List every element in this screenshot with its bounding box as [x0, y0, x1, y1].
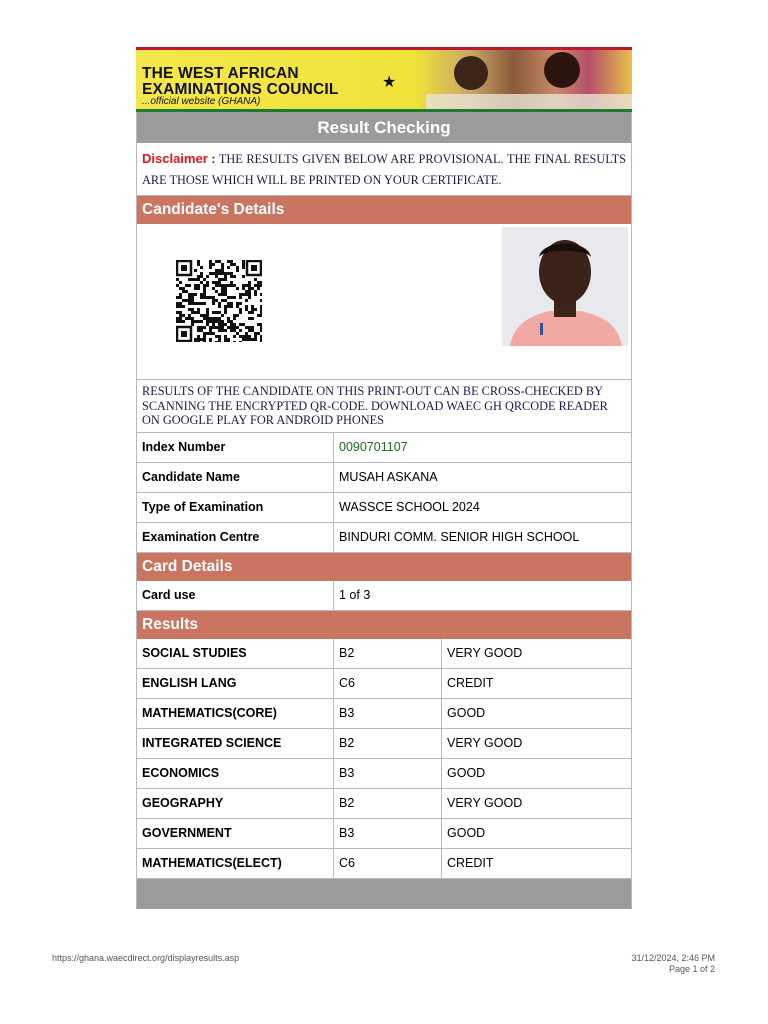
table-row: [137, 848, 631, 878]
banner-title-line2: EXAMINATIONS COUNCIL: [142, 81, 339, 98]
disclaimer: [137, 143, 631, 196]
disclaimer-colon: :: [211, 152, 216, 166]
subject-remark: CREDIT: [442, 848, 632, 878]
subject-name: INTEGRATED SCIENCE: [137, 728, 334, 758]
subject-remark: VERY GOOD: [442, 788, 632, 818]
subject-remark: GOOD: [442, 818, 632, 848]
star-icon: ★: [382, 74, 397, 91]
banner-subtitle: ...official website (GHANA): [142, 96, 261, 107]
candidate-name-label: Candidate Name: [137, 462, 334, 492]
subject-name: GOVERNMENT: [137, 818, 334, 848]
footer-page-number: Page 1 of 2: [668, 964, 715, 974]
subject-remark: GOOD: [442, 698, 632, 728]
subject-grade: C6: [334, 848, 442, 878]
table-row: [137, 818, 631, 848]
subject-name: SOCIAL STUDIES: [137, 639, 334, 669]
exam-type-label: Type of Examination: [137, 492, 334, 522]
card-use-label: Card use: [137, 581, 334, 611]
subject-name: GEOGRAPHY: [137, 788, 334, 818]
subject-name: MATHEMATICS(CORE): [137, 698, 334, 728]
table-row: [137, 522, 631, 552]
subject-name: ENGLISH LANG: [137, 668, 334, 698]
subject-grade: C6: [334, 668, 442, 698]
table-row: [137, 581, 631, 611]
index-number-value: 0090701107: [334, 433, 632, 463]
subject-remark: CREDIT: [442, 668, 632, 698]
subject-remark: VERY GOOD: [442, 728, 632, 758]
banner-title-line1: THE WEST AFRICAN: [142, 65, 299, 82]
card-details-table: [137, 581, 631, 611]
exam-type-value: WASSCE SCHOOL 2024: [334, 492, 632, 522]
bottom-bar: [137, 879, 631, 909]
qr-code-icon: [176, 260, 262, 342]
index-number-label: Index Number: [137, 433, 334, 463]
table-row: [137, 639, 631, 669]
subject-grade: B3: [334, 698, 442, 728]
table-row: [137, 728, 631, 758]
exam-centre-value: BINDURI COMM. SENIOR HIGH SCHOOL: [334, 522, 632, 552]
results-table: [137, 639, 631, 879]
subject-grade: B2: [334, 728, 442, 758]
results-header: Results: [137, 611, 631, 639]
table-row: [137, 462, 631, 492]
subject-grade: B2: [334, 788, 442, 818]
subject-name: MATHEMATICS(ELECT): [137, 848, 334, 878]
table-row: [137, 492, 631, 522]
card-use-value: 1 of 3: [334, 581, 632, 611]
exam-centre-label: Examination Centre: [137, 522, 334, 552]
disclaimer-label: Disclaimer: [142, 151, 208, 166]
table-row: [137, 698, 631, 728]
subject-grade: B3: [334, 758, 442, 788]
subject-name: ECONOMICS: [137, 758, 334, 788]
card-details-header: Card Details: [137, 553, 631, 581]
qr-code-note: RESULTS OF THE CANDIDATE ON THIS PRINT-OUT CAN BE CROSS-CHECKED BY SCANNING THE ENCRYPTED QR-CODE. DOWNLOAD WAEC GH QRCODE READER ON GOOGLE PLAY FOR ANDROID PHONES: [137, 380, 631, 433]
candidate-name-value: MUSAH ASKANA: [334, 462, 632, 492]
table-row: [137, 433, 631, 463]
banner-title: [142, 66, 339, 98]
footer-meta: [631, 953, 715, 975]
banner-green-stripe: [136, 109, 632, 112]
subject-grade: B2: [334, 639, 442, 669]
table-row: [137, 758, 631, 788]
candidate-details-header: Candidate's Details: [137, 196, 631, 224]
subject-remark: GOOD: [442, 758, 632, 788]
table-row: [137, 788, 631, 818]
banner-student-figure: [454, 56, 488, 90]
subject-remark: VERY GOOD: [442, 639, 632, 669]
result-box: [136, 112, 632, 909]
subject-grade: B3: [334, 818, 442, 848]
banner-student-figure: [544, 52, 580, 88]
candidate-details-table: [137, 433, 631, 553]
footer-datetime: 31/12/2024, 2:46 PM: [631, 953, 715, 963]
disclaimer-text: THE RESULTS GIVEN BELOW ARE PROVISIONAL. THE FINAL RESULTS ARE THOSE WHICH WILL BE PRINTED ON YOUR CERTIFICATE.: [142, 152, 627, 187]
candidate-photo: [502, 227, 628, 346]
candidate-media-area: [137, 224, 631, 380]
footer-url[interactable]: https://ghana.waecdirect.org/displayresults.asp: [52, 953, 240, 963]
table-row: [137, 668, 631, 698]
waec-banner: [136, 50, 632, 112]
result-page: [136, 47, 632, 909]
result-checking-title: Result Checking: [137, 112, 631, 143]
